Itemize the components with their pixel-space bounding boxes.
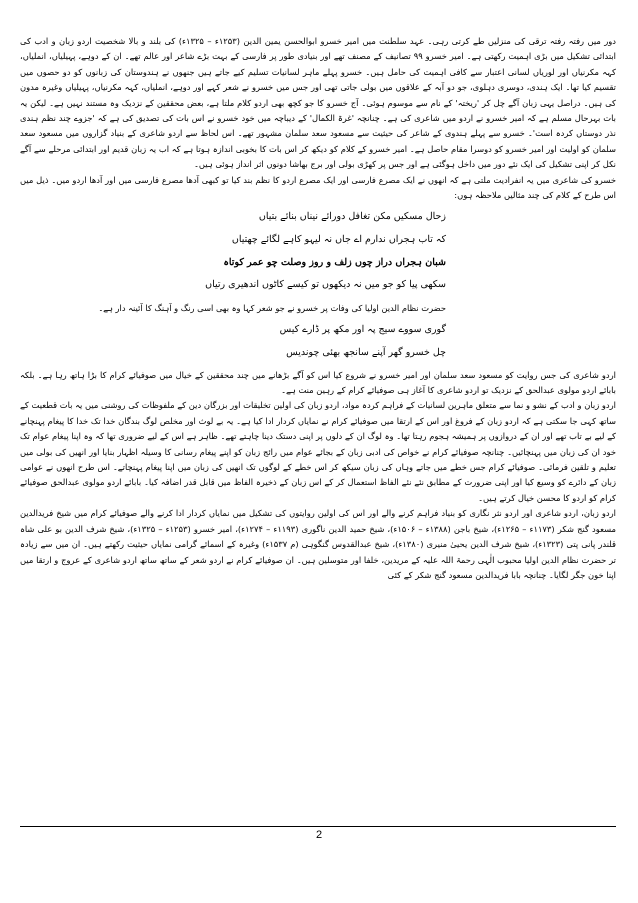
- paragraph-sufi-tradition: اردو شاعری کی جس روایت کو مسعود سعد سلمان اور امیر خسرو نے شروع کیا اس کو آگے بڑھانے میں چند محققین کے خیال میں صوفیائے کرام کا بڑا ہاتھ رہا ہے۔ بلکہ بابائے اردو مولوی عبدالحق کے نزدیک تو اردو شاعری کا آغاز ہی صوفیائے کرام کے رہین منت ہے۔: [20, 369, 616, 396]
- paragraph-khusrau-intro: دور میں رفتہ رفتہ ترقی کی منزلیں طے کرتی رہی۔ عہد سلطنت میں امیر خسرو ابوالحسن یمین الدین (۱۲۵۳ء – ۱۳۲۵ء) کی بلند و بالا شخصیت اردو زبان و ادب کی ابتدائی تشکیل میں بڑی اہمیت رکھتی ہے۔ امیر خسرو ۹۹ تصانیف کے مصنف تھے اور بنیادی طور پر فارسی کے بہت بڑے شاعر اور عالم تھے۔ ان کے دوہے، پہیلیاں، انملیاں، کہہ مکرنیاں اور لوریاں لسانی اعتبار سے کافی اہمیت کی حامل ہیں۔ خسرو پہلے ماہر لسانیات تسلیم کیے جاتے ہیں جنھوں نے ہندوستان کی زبانوں کو دو حصوں میں تقسیم کیا تھا۔ ایک ہندی، دوسری دہلوی، جو دو آبہ کے علاقوں میں بولی جاتی تھی اور جس میں خسرو نے شعر کہے اور دوہے، انملیاں، کہہ مکرنیاں، پہیلیاں وغیرہ مدون کی ہیں۔ دراصل یہی زبان آگے چل کر 'ریختہ' کے نام سے موسوم ہوئی۔ آج خسرو کا جو کچھ بھی اردو کلام ملتا ہے، بعض محققین کے نزدیک وہ مستند نہیں ہے۔ لیکن یہ بات بہرحال مسلم ہے کہ امیر خسرو نے اردو میں شاعری کی ہے۔ چنانچہ 'غرۃ الکمال' کے دیباچہ میں خود خسرو نے اس بات کی تصدیق کی ہے کہ 'جزوے چند نظم ہندی نذر دوستاں کردہ است'۔ خسرو سے پہلے ہندوی کے شاعر کی حیثیت سے مسعود سعد سلمان مشہور تھے۔ اس لحاظ سے اردو شاعری کے بنیاد گزاروں میں مسعود سعد سلمان کو اولیت اور امیر خسرو کو دوسرا مقام حاصل ہے۔ امیر خسرو کے کلام کو دیکھ کر اس بات کا بخوبی اندازہ ہوتا ہے کہ اب یہ زبان قدیم اور ابتدائی مرحلے سے آگے نکل کر اپنی تشکیل کی ایک نئے دور میں داخل ہوگئی ہے اور جس پر کھڑی بولی اور برج بھاشا دونوں اثر انداز ہوئی ہیں۔: [20, 36, 616, 170]
- page-number: 2: [315, 829, 323, 841]
- poem-line-2: کہ تاب ہجراں ندارم اے جاں نہ لیہو کاہے لگائے چھتیاں: [231, 234, 446, 246]
- document-page: [20, 34, 616, 583]
- poem-line-1: زحال مسکیں مکن تغافل دورائے نیناں بنائے بتیاں: [258, 211, 446, 223]
- poem-line-4: سکھی پیا کو جو میں نہ دیکھوں تو کیسے کاٹوں اندھیری رتیاں: [205, 279, 446, 291]
- paragraph-khusrau-poetry: خسرو کی شاعری میں یہ انفرادیت ملتی ہے کہ انھوں نے ایک مصرع فارسی اور ایک مصرع اردو کا نظم بند کیا تو کبھی آدھا مصرع فارسی میں اور آدھا اردو میں۔ ذیل میں اس طرح کے کلام کی چند مثالیں ملاحظہ ہوں:: [20, 174, 616, 201]
- footer-divider: [20, 826, 616, 827]
- poem-line-6: چل خسرو گھر آپنے سانجھ بھئی چوندیس: [286, 347, 446, 359]
- paragraph-sufi-names: اردو زبان، اردو شاعری اور اردو نثر نگاری کو بنیاد فراہم کرنے والے اور اس کی اولین روایتوں کی تشکیل میں نمایاں کردار ادا کرنے والے صوفیائے کرام میں شیخ فریدالدین مسعود گنج شکر (۱۱۷۳ء – ۱۲۶۵ء)، شیخ باجن (۱۳۸۸ء – ۱۵۰۶ء)، شیخ حمید الدین ناگوری (۱۱۹۳ء – ۱۲۷۴ء)، امیر خسرو (۱۲۵۳ء – ۱۳۲۵ء)، شیخ شرف الدین بو علی شاہ قلندر پانی پتی (۱۳۲۳ء)، شیخ شرف الدین یحییٰ منیری (۱۳۸۰ء)، شیخ عبدالقدوس گنگوہی (م ۱۵۳۷ء) وغیرہ کے اسمائے گرامی نمایاں حیثیت رکھتے ہیں۔ ان میں سے زیادہ تر حضرت نظام الدین اولیا محبوب الٰہی رحمۃ اللہ علیہ کے مریدین، خلفا اور متوسلین ہیں۔ ان صوفیائے کرام نے اردو شعر کے ساتھ ساتھ اردو شاعری کے عروج و ارتقا میں اپنا خون جگر لگایا۔ چنانچہ بابا فریدالدین مسعود گنج شکر کے کئی: [20, 508, 617, 580]
- poem-line-3: شبان ہجراں دراز چوں زلف و روز وصلت چو عمر کوتاہ: [223, 256, 446, 268]
- poem-line-5: گوری سووے سیج پہ اور مکھ پر ڈارے کیس: [279, 324, 446, 336]
- poem-note: حضرت نظام الدین اولیا کی وفات پر خسرو نے جو شعر کہا وہ بھی اسی رنگ و آہنگ کا آئینہ دار ہے۔: [98, 302, 446, 313]
- paragraph-sufi-role: اردو زبان و ادب کے نشو و نما سے متعلق ماہرین لسانیات کے فراہم کردہ مواد، اردو زبان کی اولین تخلیقات اور بزرگان دین کے ملفوظات کی روشنی میں یہ بات قطعیت کے ساتھ کہی جا سکتی ہے کہ اردو زبان کے فروغ اور اس کے ارتقا میں صوفیائے کرام نے نمایاں کردار ادا کیا ہے۔ یہ بے لوث اور مخلص لوگ بندگان خدا تک خدا کا پیغام پہنچانے کے لیے بے تاب تھے اور ان کے دروازوں پر ہمیشہ ہجوم رہتا تھا۔ وہ لوگ ان کے دلوں پر اپنی دستک دینا چاہتے تھے۔ ظاہر ہے اس کے لیے ضروری تھا کہ وہ اپنا پیغام عوام تک خود ان کی زبان میں پہنچائیں۔ چنانچہ صوفیائے کرام نے خواص کی ادبی زبان کے بجائے عوام میں رائج زبان کو اپنے پیغام رسانی کا وسیلہ اظہار بنایا اور انھیں کی بولی میں تعلیم و تلقین فرمائی۔ صوفیائے کرام جس خطے میں جاتے وہاں کی زبان سیکھ کر اس خطے کے لوگوں تک انھیں کی زبان میں اپنا پیغام پہنچاتے۔ اس طرح انھوں نے عوامی زبان کے دائرے کو وسیع کیا اور اپنی ضرورت کے مطابق نئے نئے الفاظ استعمال کر کے اس زبان کے ذخیرہ الفاظ میں قابل قدر اضافہ کیا۔ بابائے اردو مولوی عبدالحق صوفیائے کرام کو اردو کا محسن خیال کرتے ہیں۔: [20, 400, 616, 503]
- poem-block: [20, 206, 456, 364]
